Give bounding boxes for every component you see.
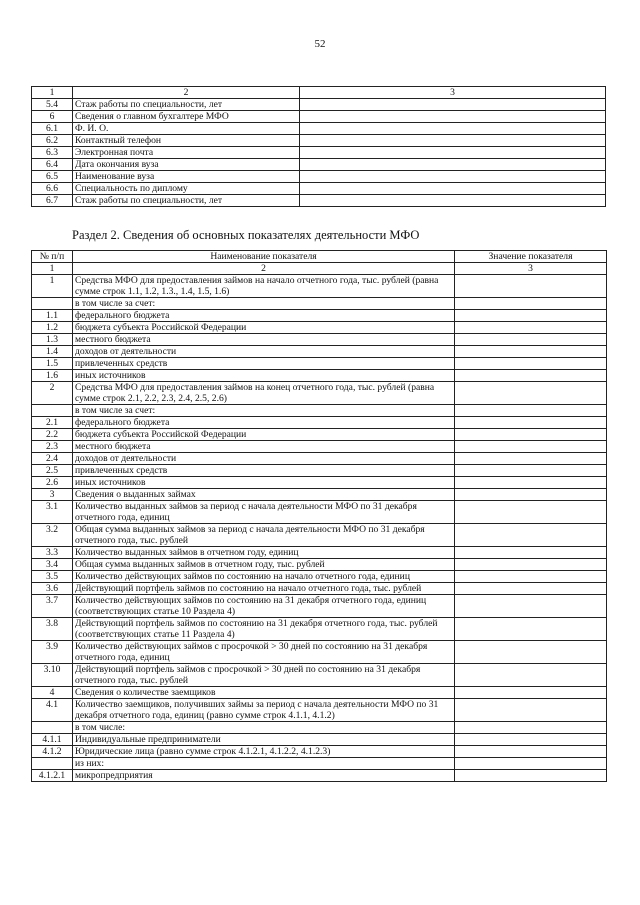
row-value-cell[interactable] — [455, 275, 607, 298]
table-row — [32, 441, 607, 453]
row-number: 6.6 — [32, 183, 73, 195]
row-number — [32, 405, 73, 417]
row-name: местного бюджета — [73, 334, 455, 346]
row-value-cell[interactable] — [455, 441, 607, 453]
page-number: 52 — [314, 38, 326, 50]
row-number: 3.8 — [32, 618, 73, 641]
row-value-cell[interactable] — [455, 310, 607, 322]
row-number: 1.5 — [32, 358, 73, 370]
column-number-2: 2 — [73, 87, 300, 99]
row-name: Действующий портфель займов с просрочкой > 30 дней по состоянию на 31 декабря отчетного года, тыс. рублей — [73, 664, 455, 687]
table-row — [32, 547, 607, 559]
row-value-cell[interactable] — [455, 583, 607, 595]
row-name: иных источников — [73, 370, 455, 382]
row-name: Сведения о количестве заемщиков — [73, 687, 455, 699]
table-row — [32, 571, 607, 583]
row-number: 4 — [32, 687, 73, 699]
row-number: 6 — [32, 111, 73, 123]
row-number: 3 — [32, 489, 73, 501]
column-number-1: 1 — [32, 263, 73, 275]
indicator-rows — [32, 275, 607, 782]
table-row — [32, 346, 607, 358]
row-value-cell[interactable] — [300, 99, 606, 111]
row-name: Общая сумма выданных займов за период с начала деятельности МФО по 31 декабря отчетного года, тыс. рублей — [73, 524, 455, 547]
row-number: 6.2 — [32, 135, 73, 147]
row-number: 3.3 — [32, 547, 73, 559]
row-value-cell[interactable] — [455, 595, 607, 618]
table-row — [32, 524, 607, 547]
header-indicator-name: Наименование показателя — [73, 251, 455, 263]
row-value-cell[interactable] — [455, 346, 607, 358]
row-name: Контактный телефон — [73, 135, 300, 147]
row-number: 3.1 — [32, 501, 73, 524]
table-row — [32, 275, 607, 298]
table-row — [32, 429, 607, 441]
row-name: Юридические лица (равно сумме строк 4.1.2.1, 4.1.2.2, 4.1.2.3) — [73, 746, 455, 758]
row-number: 3.4 — [32, 559, 73, 571]
table-row — [32, 722, 607, 734]
row-name: Количество действующих займов с просрочкой > 30 дней по состоянию на 31 декабря отчетного года, единиц — [73, 641, 455, 664]
row-number: 3.6 — [32, 583, 73, 595]
column-number-3: 3 — [300, 87, 606, 99]
row-number: 2.6 — [32, 477, 73, 489]
table-row — [32, 453, 607, 465]
row-value-cell[interactable] — [300, 171, 606, 183]
table-row — [32, 559, 607, 571]
table-row — [32, 417, 607, 429]
row-value-cell[interactable] — [455, 722, 607, 734]
table-row — [32, 171, 606, 183]
row-value-cell[interactable] — [300, 159, 606, 171]
table-row — [32, 687, 607, 699]
row-number: 5.4 — [32, 99, 73, 111]
row-number: 2.1 — [32, 417, 73, 429]
row-value-cell[interactable] — [455, 298, 607, 310]
table-row — [32, 310, 607, 322]
row-value-cell[interactable] — [455, 465, 607, 477]
row-value-cell[interactable] — [455, 501, 607, 524]
table-row — [32, 664, 607, 687]
row-number — [32, 298, 73, 310]
row-name: Действующий портфель займов по состоянию на начало отчетного года, тыс. рублей — [73, 583, 455, 595]
row-value-cell[interactable] — [455, 489, 607, 501]
row-number: 2 — [32, 382, 73, 405]
row-value-cell[interactable] — [455, 746, 607, 758]
table-row — [32, 183, 606, 195]
manager-info-rows — [32, 99, 606, 207]
row-number: 1 — [32, 275, 73, 298]
row-name: Индивидуальные предприниматели — [73, 734, 455, 746]
row-value-cell[interactable] — [455, 453, 607, 465]
row-value-cell[interactable] — [300, 195, 606, 207]
row-number: 4.1.1 — [32, 734, 73, 746]
row-value-cell[interactable] — [300, 135, 606, 147]
row-value-cell[interactable] — [455, 477, 607, 489]
table-row — [32, 382, 607, 405]
row-name: Количество выданных займов в отчетном году, единиц — [73, 547, 455, 559]
row-value-cell[interactable] — [455, 370, 607, 382]
row-name: Ф. И. О. — [73, 123, 300, 135]
row-name: Наименование вуза — [73, 171, 300, 183]
section-title: Раздел 2. Сведения об основных показателях деятельности МФО — [72, 228, 420, 242]
row-name: Количество выданных займов за период с начала деятельности МФО по 31 декабря отчетного года, единиц — [73, 501, 455, 524]
table-header-row — [32, 87, 606, 99]
row-value-cell[interactable] — [455, 417, 607, 429]
row-name: доходов от деятельности — [73, 346, 455, 358]
row-number: 4.1.2 — [32, 746, 73, 758]
row-value-cell[interactable] — [455, 382, 607, 405]
row-number: 1.2 — [32, 322, 73, 334]
row-name: Электронная почта — [73, 147, 300, 159]
row-name: в том числе: — [73, 722, 455, 734]
row-name: Дата окончания вуза — [73, 159, 300, 171]
row-name: Стаж работы по специальности, лет — [73, 99, 300, 111]
table-row — [32, 159, 606, 171]
table-row — [32, 334, 607, 346]
row-value-cell[interactable] — [300, 123, 606, 135]
row-name: Сведения о выданных займах — [73, 489, 455, 501]
row-value-cell[interactable] — [455, 547, 607, 559]
table-row — [32, 358, 607, 370]
row-value-cell[interactable] — [455, 618, 607, 641]
table-row — [32, 489, 607, 501]
table-row — [32, 641, 607, 664]
table-row — [32, 477, 607, 489]
row-number: 2.4 — [32, 453, 73, 465]
row-name: Действующий портфель займов по состоянию на 31 декабря отчетного года, тыс. рублей (соответствующих статье 11 Раздела 4) — [73, 618, 455, 641]
row-number: 1.1 — [32, 310, 73, 322]
row-name: привлеченных средств — [73, 358, 455, 370]
row-name: доходов от деятельности — [73, 453, 455, 465]
table-row — [32, 322, 607, 334]
row-value-cell[interactable] — [300, 147, 606, 159]
row-name: Количество заемщиков, получивших займы за период с начала деятельности МФО по 31 декабря отчетного года, единиц (равно сумме строк 4.1.1, 4.1.2) — [73, 699, 455, 722]
table-row — [32, 370, 607, 382]
table-row — [32, 99, 606, 111]
row-name: Общая сумма выданных займов в отчетном году, тыс. рублей — [73, 559, 455, 571]
row-name: федерального бюджета — [73, 310, 455, 322]
table-row — [32, 147, 606, 159]
row-name: бюджета субъекта Российской Федерации — [73, 429, 455, 441]
table-row — [32, 583, 607, 595]
table-row — [32, 465, 607, 477]
manager-info-table — [31, 86, 606, 207]
row-name: Сведения о главном бухгалтере МФО — [73, 111, 300, 123]
row-value-cell[interactable] — [455, 758, 607, 770]
row-value-cell[interactable] — [455, 687, 607, 699]
row-number: 3.5 — [32, 571, 73, 583]
row-name: из них: — [73, 758, 455, 770]
column-number-3: 3 — [455, 263, 607, 275]
row-number: 3.2 — [32, 524, 73, 547]
table-row — [32, 298, 607, 310]
row-name: Количество действующих займов по состоянию на 31 декабря отчетного года, единиц (соответствующих статье 10 Раздела 4) — [73, 595, 455, 618]
row-number: 2.3 — [32, 441, 73, 453]
row-number: 3.9 — [32, 641, 73, 664]
row-name: в том числе за счет: — [73, 405, 455, 417]
row-number: 6.5 — [32, 171, 73, 183]
table-row — [32, 746, 607, 758]
row-name: Количество действующих займов по состоянию на начало отчетного года, единиц — [73, 571, 455, 583]
row-number: 1.3 — [32, 334, 73, 346]
row-number: 1.6 — [32, 370, 73, 382]
table-row — [32, 699, 607, 722]
row-name: микропредприятия — [73, 770, 455, 782]
row-name: иных источников — [73, 477, 455, 489]
row-number: 2.2 — [32, 429, 73, 441]
row-number — [32, 758, 73, 770]
row-value-cell[interactable] — [455, 770, 607, 782]
row-value-cell[interactable] — [455, 571, 607, 583]
column-number-1: 1 — [32, 87, 73, 99]
row-number: 6.1 — [32, 123, 73, 135]
table-row — [32, 405, 607, 417]
row-value-cell[interactable] — [455, 524, 607, 547]
row-name: Стаж работы по специальности, лет — [73, 195, 300, 207]
row-name: местного бюджета — [73, 441, 455, 453]
header-indicator-value: Значение показателя — [455, 251, 607, 263]
row-value-cell[interactable] — [300, 183, 606, 195]
table-row — [32, 758, 607, 770]
row-value-cell[interactable] — [455, 664, 607, 687]
row-value-cell[interactable] — [455, 322, 607, 334]
row-name: бюджета субъекта Российской Федерации — [73, 322, 455, 334]
row-number: 2.5 — [32, 465, 73, 477]
row-number: 1.4 — [32, 346, 73, 358]
row-value-cell[interactable] — [455, 699, 607, 722]
table-row — [32, 595, 607, 618]
row-number: 6.4 — [32, 159, 73, 171]
table-row — [32, 111, 606, 123]
row-number: 6.3 — [32, 147, 73, 159]
row-name: привлеченных средств — [73, 465, 455, 477]
row-name: Специальность по диплому — [73, 183, 300, 195]
row-value-cell[interactable] — [455, 734, 607, 746]
row-value-cell[interactable] — [455, 559, 607, 571]
table-row — [32, 123, 606, 135]
table-row — [32, 135, 606, 147]
row-value-cell[interactable] — [455, 405, 607, 417]
row-number: 6.7 — [32, 195, 73, 207]
row-number: 3.10 — [32, 664, 73, 687]
row-value-cell[interactable] — [300, 111, 606, 123]
row-value-cell[interactable] — [455, 334, 607, 346]
table-row — [32, 618, 607, 641]
row-number: 4.1.2.1 — [32, 770, 73, 782]
column-number-2: 2 — [73, 263, 455, 275]
row-name: Средства МФО для предоставления займов на начало отчетного года, тыс. рублей (равна сумме строк 1.1, 1.2, 1.3., 1.4, 1.5, 1.6) — [73, 275, 455, 298]
table-row — [32, 770, 607, 782]
row-value-cell[interactable] — [455, 429, 607, 441]
column-numbers-row — [32, 263, 607, 275]
row-name: Средства МФО для предоставления займов на конец отчетного года, тыс. рублей (равна сумме строк 2.1, 2.2, 2.3, 2.4, 2.5, 2.6) — [73, 382, 455, 405]
row-value-cell[interactable] — [455, 358, 607, 370]
table-row — [32, 734, 607, 746]
row-name: в том числе за счет: — [73, 298, 455, 310]
row-name: федерального бюджета — [73, 417, 455, 429]
header-number: № п/п — [32, 251, 73, 263]
row-number — [32, 722, 73, 734]
table-row — [32, 501, 607, 524]
row-value-cell[interactable] — [455, 641, 607, 664]
table-row — [32, 195, 606, 207]
indicators-table — [31, 250, 607, 782]
row-number: 4.1 — [32, 699, 73, 722]
row-number: 3.7 — [32, 595, 73, 618]
table-header-row — [32, 251, 607, 263]
